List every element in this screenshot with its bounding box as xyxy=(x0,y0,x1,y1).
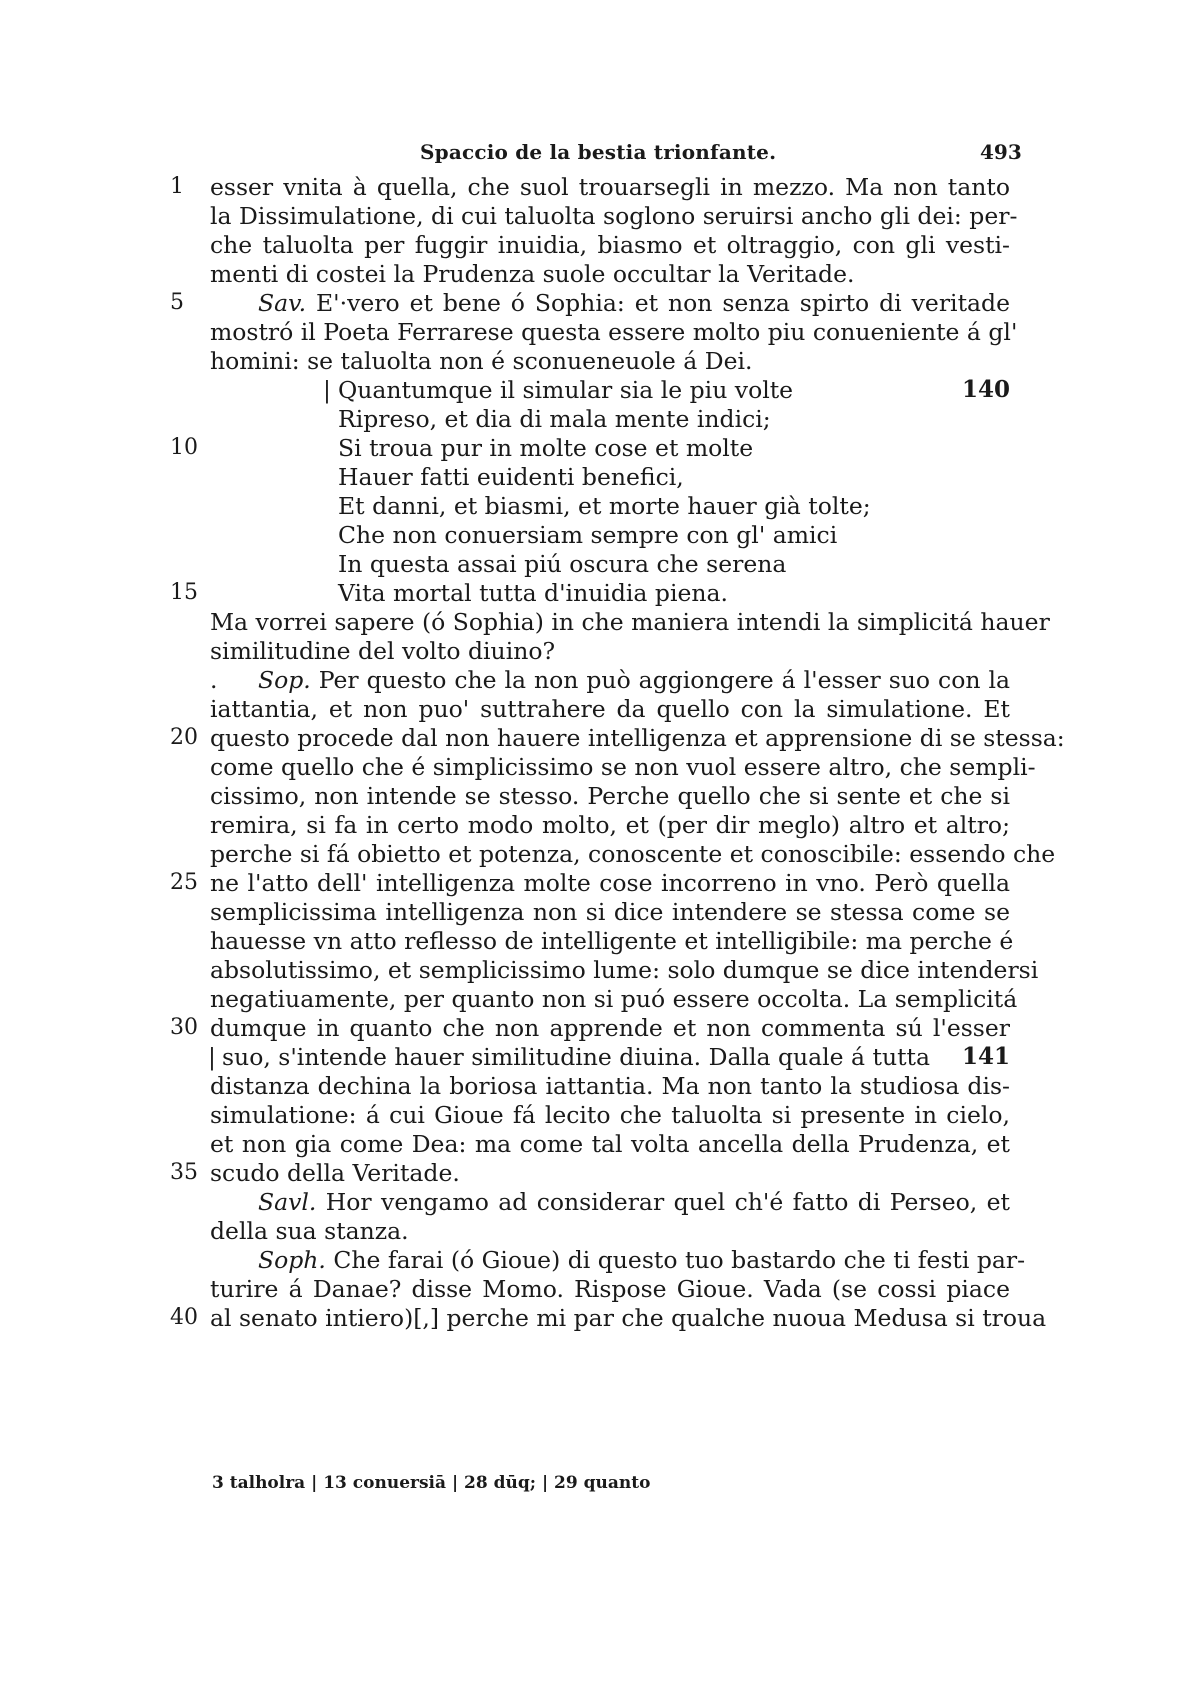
text-line: iattantia, et non puo' suttrahere da quello con la simulatione. Et xyxy=(210,695,1010,723)
line-number: 20 xyxy=(170,725,198,750)
text-line-speaker xyxy=(258,1187,1010,1217)
verse-line: Hauer fatti euidenti benefici, xyxy=(338,463,684,491)
text-line: della sua stanza. xyxy=(210,1217,409,1245)
text-line: homini: se taluolta non é sconueneuole á Dei. xyxy=(210,347,753,375)
text-line: distanza dechina la boriosa iattantia. Ma non tanto la studiosa dis- xyxy=(210,1072,1010,1100)
verse-line: Et danni, et biasmi, et morte hauer già tolte; xyxy=(338,492,871,520)
verse-line: Vita mortal tutta d'inuidia piena. xyxy=(338,579,728,607)
line-number: 30 xyxy=(170,1015,198,1040)
text-line: esser vnita à quella, che suol trouarsegli in mezzo. Ma non tanto xyxy=(210,173,1010,201)
running-header-title: Spaccio de la bestia trionfante. xyxy=(420,140,777,164)
text-line: suo, s'intende hauer similitudine diuina. Dalla quale á tutta xyxy=(222,1043,931,1071)
text-line: absolutissimo, et semplicissimo lume: solo dumque se dice intendersi xyxy=(210,956,1039,984)
verse-line: Si troua pur in molte cose et molte xyxy=(338,434,754,462)
verse-line: Quantumque il simular sia le piu volte xyxy=(338,376,794,404)
text-line: turire á Danae? disse Momo. Rispose Gioue. Vada (se cossi piace xyxy=(210,1275,1010,1303)
text-line: remira, si fa in certo modo molto, et (per dir meglo) altro et altro; xyxy=(210,811,1010,839)
line-number: 40 xyxy=(170,1305,198,1330)
text-line: la Dissimulatione, di cui taluolta soglono seruirsi ancho gli dei: per- xyxy=(210,202,1018,230)
text-line: negatiuamente, per quanto non si puó essere occolta. La semplicitá xyxy=(210,985,1018,1013)
text-line: dumque in quanto che non apprende et non commenta sú l'esser xyxy=(210,1014,1010,1042)
text-line: perche si fá obietto et potenza, conoscente et conoscibile: essendo che xyxy=(210,840,1056,868)
page-number: 493 xyxy=(980,140,1022,164)
text-line: al senato intiero)[,] perche mi par che qualche nuoua Medusa si troua xyxy=(210,1304,1047,1332)
text-line: Ma vorrei sapere (ó Sophia) in che maniera intendi la simplicitá hauer xyxy=(210,608,1050,636)
speaker-text: Hor vengamo ad considerar quel ch'é fatto di Perseo, et xyxy=(325,1188,1010,1216)
text-line: scudo della Veritade. xyxy=(210,1159,460,1187)
text-line: mostró il Poeta Ferrarese questa essere molto piu conueniente á gl' xyxy=(210,318,1018,346)
line-number: 1 xyxy=(170,174,184,199)
text-line: semplicissima intelligenza non si dice intendere se stessa come se xyxy=(210,898,1010,926)
text-line-speaker xyxy=(258,1245,1026,1275)
footnote-apparatus: 3 talholra | 13 conuersiā | 28 dūq; | 29 quanto xyxy=(212,1473,651,1493)
text-line: ne l'atto dell' intelligenza molte cose incorreno in vno. Però quella xyxy=(210,869,1010,897)
margin-reference: 141 xyxy=(962,1043,1011,1070)
text-line-speaker xyxy=(258,665,1010,695)
page-break-mark: | xyxy=(208,1043,216,1071)
text-line: questo procede dal non hauere intelligenza et apprensione di se stessa: xyxy=(210,724,1065,752)
text-line: et non gia come Dea: ma come tal volta ancella della Prudenza, et xyxy=(210,1130,1010,1158)
line-number: 10 xyxy=(170,435,198,460)
verse-line: Che non conuersiam sempre con gl' amici xyxy=(338,521,838,549)
margin-reference: 140 xyxy=(962,376,1011,403)
verse-break-mark: | xyxy=(323,376,331,404)
text-line: simulatione: á cui Gioue fá lecito che taluolta si presente in cielo, xyxy=(210,1101,1010,1129)
speaker-text: Per questo che la non può aggiongere á l'esser suo con la xyxy=(318,666,1010,694)
speaker-label: Soph. xyxy=(258,1246,326,1274)
verse-line: Ripreso, et dia di mala mente indici; xyxy=(338,405,771,433)
speaker-text: Che farai (ó Gioue) di questo tuo bastardo che ti festi par- xyxy=(333,1246,1026,1274)
verse-line: In questa assai piú oscura che serena xyxy=(338,550,787,578)
line-number: 35 xyxy=(170,1160,198,1185)
line-number: 5 xyxy=(170,290,184,315)
speaker-label: Sop. xyxy=(258,666,311,694)
line-number: 25 xyxy=(170,870,198,895)
text-line-speaker xyxy=(258,288,1010,318)
text-line: cissimo, non intende se stesso. Perche quello che si sente et che si xyxy=(210,782,1010,810)
speaker-label: Sav. xyxy=(258,289,307,317)
text-line: similitudine del volto diuino? xyxy=(210,637,556,665)
text-line: menti di costei la Prudenza suole occultar la Veritade. xyxy=(210,260,855,288)
line-number: 15 xyxy=(170,580,198,605)
text-line: hauesse vn atto reflesso de intelligente et intelligibile: ma perche é xyxy=(210,927,1014,955)
text-line: come quello che é simplicissimo se non vuol essere altro, che sempli- xyxy=(210,753,1036,781)
speaker-text: E'·vero et bene ó Sophia: et non senza spirto di veritade xyxy=(316,289,1010,317)
text-line-prefix: . xyxy=(210,666,218,694)
speaker-label: Savl. xyxy=(258,1188,317,1216)
text-line: che taluolta per fuggir inuidia, biasmo et oltraggio, con gli vesti- xyxy=(210,231,1010,259)
